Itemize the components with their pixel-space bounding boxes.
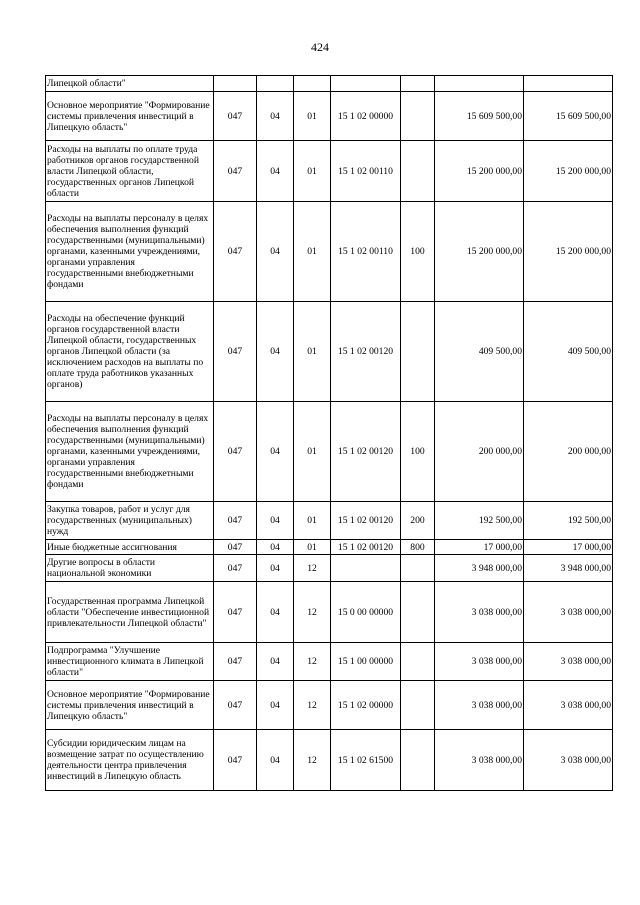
section-cell: 04 xyxy=(257,643,294,681)
amount-cell: 200 000,00 xyxy=(524,402,613,502)
subsection-cell: 01 xyxy=(294,92,331,141)
row-name-cell: Подпрограмма "Улучшение инвестиционного климата в Липецкой области" xyxy=(46,643,214,681)
target-article-cell: 15 1 00 00000 xyxy=(331,643,401,681)
expense-type-cell xyxy=(401,141,435,202)
target-article-cell: 15 1 02 61500 xyxy=(331,730,401,791)
ved-cell: 047 xyxy=(214,302,257,402)
expense-type-cell xyxy=(401,302,435,402)
target-article-cell: 15 1 02 00120 xyxy=(331,502,401,540)
table-row xyxy=(46,540,613,555)
expense-type-cell: 200 xyxy=(401,502,435,540)
amount-cell: 3 038 000,00 xyxy=(524,582,613,643)
amount-cell: 3 038 000,00 xyxy=(435,582,524,643)
amount-cell: 17 000,00 xyxy=(435,540,524,555)
table-row xyxy=(46,202,613,302)
amount-cell: 15 200 000,00 xyxy=(524,202,613,302)
target-article-cell: 15 0 00 00000 xyxy=(331,582,401,643)
amount-cell: 409 500,00 xyxy=(524,302,613,402)
row-name-cell: Закупка товаров, работ и услуг для государственных (муниципальных) нужд xyxy=(46,502,214,540)
row-name-cell: Основное мероприятие "Формирование системы привлечения инвестиций в Липецкую область" xyxy=(46,92,214,141)
section-cell xyxy=(257,76,294,92)
section-cell: 04 xyxy=(257,141,294,202)
budget-table xyxy=(45,75,613,791)
row-name-cell: Расходы на обеспечение функций органов государственной власти Липецкой области, государственных органов Липецкой области (за исключением расходов на выплаты по оплате труда работников указанных органов) xyxy=(46,302,214,402)
target-article-cell: 15 1 02 00110 xyxy=(331,202,401,302)
table-row xyxy=(46,92,613,141)
target-article-cell: 15 1 02 00120 xyxy=(331,302,401,402)
row-name-cell: Другие вопросы в области национальной экономики xyxy=(46,555,214,582)
row-name-cell: Субсидии юридическим лицам на возмещение затрат по осуществлению деятельности центра привлечения инвестиций в Липецкую область xyxy=(46,730,214,791)
amount-cell: 200 000,00 xyxy=(435,402,524,502)
row-name-cell: Иные бюджетные ассигнования xyxy=(46,540,214,555)
amount-cell: 3 948 000,00 xyxy=(435,555,524,582)
subsection-cell: 01 xyxy=(294,202,331,302)
amount-cell: 15 609 500,00 xyxy=(524,92,613,141)
amount-cell: 15 200 000,00 xyxy=(435,202,524,302)
amount-cell: 192 500,00 xyxy=(435,502,524,540)
amount-cell: 3 948 000,00 xyxy=(524,555,613,582)
amount-cell: 17 000,00 xyxy=(524,540,613,555)
ved-cell: 047 xyxy=(214,730,257,791)
subsection-cell: 01 xyxy=(294,402,331,502)
section-cell: 04 xyxy=(257,302,294,402)
amount-cell: 15 200 000,00 xyxy=(435,141,524,202)
amount-cell: 3 038 000,00 xyxy=(435,730,524,791)
row-name-cell: Липецкой области" xyxy=(46,76,214,92)
subsection-cell: 12 xyxy=(294,681,331,730)
table-row xyxy=(46,502,613,540)
expense-type-cell: 800 xyxy=(401,540,435,555)
subsection-cell: 12 xyxy=(294,730,331,791)
section-cell: 04 xyxy=(257,402,294,502)
row-name-cell: Расходы на выплаты по оплате труда работников органов государственной власти Липецкой области, государственных органов Липецкой области xyxy=(46,141,214,202)
section-cell: 04 xyxy=(257,540,294,555)
subsection-cell: 12 xyxy=(294,582,331,643)
ved-cell: 047 xyxy=(214,681,257,730)
target-article-cell xyxy=(331,76,401,92)
target-article-cell: 15 1 02 00110 xyxy=(331,141,401,202)
ved-cell: 047 xyxy=(214,202,257,302)
amount-cell: 15 200 000,00 xyxy=(524,141,613,202)
table-row xyxy=(46,730,613,791)
amount-cell: 192 500,00 xyxy=(524,502,613,540)
ved-cell xyxy=(214,76,257,92)
table-row xyxy=(46,402,613,502)
expense-type-cell xyxy=(401,730,435,791)
amount-cell: 15 609 500,00 xyxy=(435,92,524,141)
amount-cell: 3 038 000,00 xyxy=(435,681,524,730)
expense-type-cell xyxy=(401,582,435,643)
target-article-cell: 15 1 02 00120 xyxy=(331,540,401,555)
table-row xyxy=(46,555,613,582)
section-cell: 04 xyxy=(257,555,294,582)
table-row xyxy=(46,141,613,202)
amount-cell xyxy=(524,76,613,92)
amount-cell: 3 038 000,00 xyxy=(524,681,613,730)
row-name-cell: Государственная программа Липецкой области "Обеспечение инвестиционной привлекательности Липецкой области" xyxy=(46,582,214,643)
amount-cell: 3 038 000,00 xyxy=(435,643,524,681)
section-cell: 04 xyxy=(257,502,294,540)
table-row xyxy=(46,302,613,402)
expense-type-cell xyxy=(401,76,435,92)
target-article-cell: 15 1 02 00000 xyxy=(331,681,401,730)
expense-type-cell: 100 xyxy=(401,402,435,502)
subsection-cell: 01 xyxy=(294,302,331,402)
row-name-cell: Основное мероприятие "Формирование системы привлечения инвестиций в Липецкую область" xyxy=(46,681,214,730)
ved-cell: 047 xyxy=(214,502,257,540)
ved-cell: 047 xyxy=(214,582,257,643)
ved-cell: 047 xyxy=(214,643,257,681)
table-row xyxy=(46,76,613,92)
subsection-cell: 01 xyxy=(294,540,331,555)
target-article-cell: 15 1 02 00120 xyxy=(331,402,401,502)
ved-cell: 047 xyxy=(214,540,257,555)
ved-cell: 047 xyxy=(214,555,257,582)
ved-cell: 047 xyxy=(214,92,257,141)
expense-type-cell xyxy=(401,681,435,730)
ved-cell: 047 xyxy=(214,141,257,202)
subsection-cell: 12 xyxy=(294,643,331,681)
subsection-cell: 01 xyxy=(294,502,331,540)
target-article-cell xyxy=(331,555,401,582)
row-name-cell: Расходы на выплаты персоналу в целях обеспечения выполнения функций государственными (муниципальными) органами, казенными учреждениями, органами управления государственными внебюджетными фондами xyxy=(46,202,214,302)
row-name-cell: Расходы на выплаты персоналу в целях обеспечения выполнения функций государственными (муниципальными) органами, казенными учреждениями, органами управления государственными внебюджетными фондами xyxy=(46,402,214,502)
subsection-cell xyxy=(294,76,331,92)
table-row xyxy=(46,681,613,730)
table-row xyxy=(46,643,613,681)
expense-type-cell xyxy=(401,555,435,582)
page-number: 424 xyxy=(311,40,329,54)
section-cell: 04 xyxy=(257,202,294,302)
section-cell: 04 xyxy=(257,92,294,141)
subsection-cell: 12 xyxy=(294,555,331,582)
subsection-cell: 01 xyxy=(294,141,331,202)
section-cell: 04 xyxy=(257,582,294,643)
expense-type-cell: 100 xyxy=(401,202,435,302)
target-article-cell: 15 1 02 00000 xyxy=(331,92,401,141)
amount-cell: 3 038 000,00 xyxy=(524,730,613,791)
expense-type-cell xyxy=(401,92,435,141)
amount-cell: 3 038 000,00 xyxy=(524,643,613,681)
table-row xyxy=(46,582,613,643)
ved-cell: 047 xyxy=(214,402,257,502)
expense-type-cell xyxy=(401,643,435,681)
amount-cell xyxy=(435,76,524,92)
section-cell: 04 xyxy=(257,681,294,730)
section-cell: 04 xyxy=(257,730,294,791)
amount-cell: 409 500,00 xyxy=(435,302,524,402)
